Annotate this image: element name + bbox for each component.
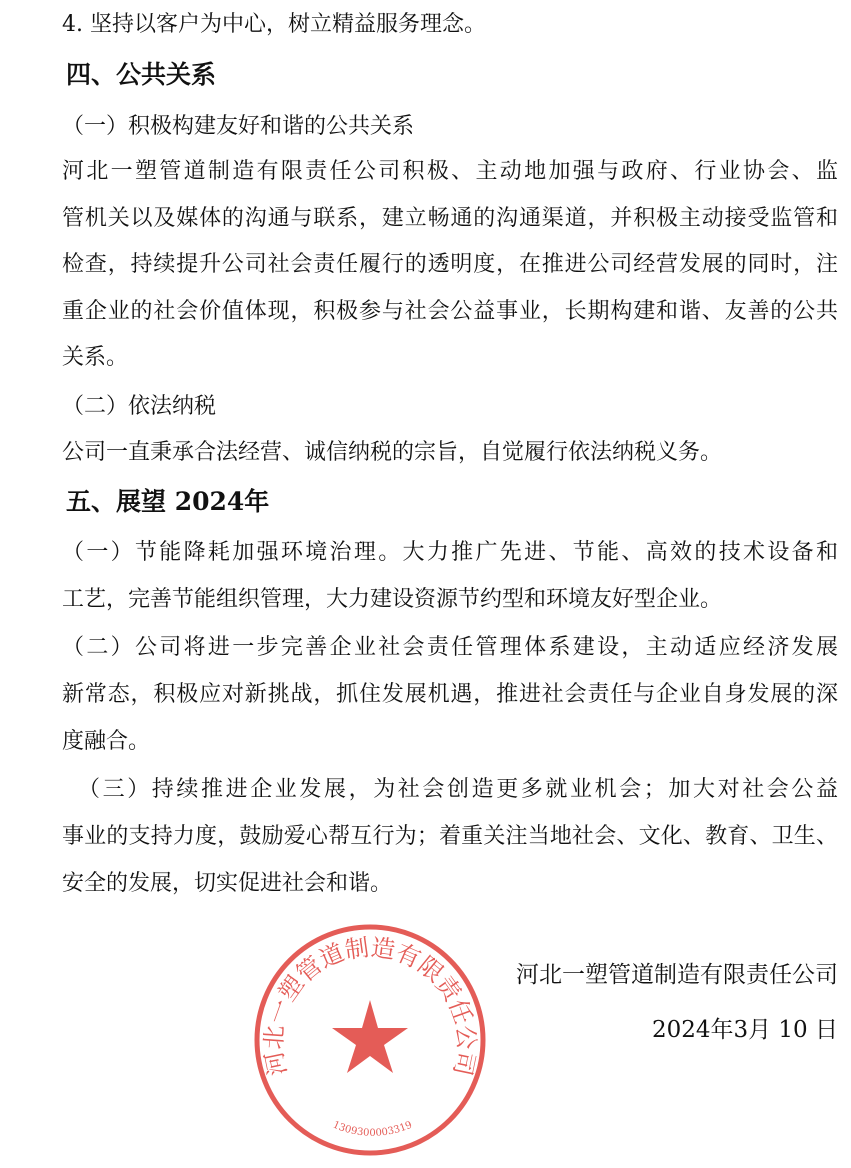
signature-company: 河北一塑管道制造有限责任公司 — [516, 962, 838, 988]
paragraph-line: 重企业的社会价值体现，积极参与社会公益事业，长期构建和谐、友善的公共 — [62, 299, 838, 324]
seal-text: 河北一塑管道制造有限责任公司 — [259, 933, 481, 1079]
paragraph-line: 事业的支持力度，鼓励爱心帮互行为；着重关注当地社会、文化、教育、卫生、 — [62, 824, 838, 849]
paragraph-line: 关系。 — [62, 345, 129, 370]
paragraph-line: 新常态，积极应对新挑战，抓住发展机遇，推进社会责任与企业自身发展的深 — [62, 682, 838, 707]
section-heading-public-relations: 四、公共关系 — [66, 60, 217, 89]
subheading: （一）积极构建友好和谐的公共关系 — [62, 114, 415, 139]
section-heading-outlook: 五、展望 2024年 — [66, 487, 270, 516]
paragraph-line: 工艺，完善节能组织管理，大力建设资源节约型和环境友好型企业。 — [62, 587, 723, 612]
seal-number: 1309300003319 — [331, 1119, 414, 1139]
company-seal-stamp — [250, 920, 490, 1160]
list-item-4: 4. 坚持以客户为中心，树立精益服务理念。 — [62, 12, 486, 37]
subheading: （二）依法纳税 — [62, 394, 217, 419]
paragraph-line: （二）公司将进一步完善企业社会责任管理体系建设，主动适应经济发展 — [62, 635, 838, 660]
paragraph-line: 公司一直秉承合法经营、诚信纳税的宗旨，自觉履行依法纳税义务。 — [62, 440, 723, 465]
paragraph-line: 管机关以及媒体的沟通与联系，建立畅通的沟通渠道，并积极主动接受监管和 — [62, 206, 838, 231]
paragraph-line: （一）节能降耗加强环境治理。大力推广先进、节能、高效的技术设备和 — [62, 540, 838, 565]
signature-date: 2024年3月 10 日 — [651, 1017, 838, 1043]
paragraph-line: 安全的发展，切实促进社会和谐。 — [62, 871, 393, 896]
paragraph-line: 度融合。 — [62, 729, 151, 754]
paragraph-line: （三）持续推进企业发展，为社会创造更多就业机会；加大对社会公益 — [78, 777, 838, 802]
paragraph-line: 检查，持续提升公司社会责任履行的透明度，在推进公司经营发展的同时，注 — [62, 252, 838, 277]
paragraph-line: 河北一塑管道制造有限责任公司积极、主动地加强与政府、行业协会、监 — [62, 159, 838, 184]
star-icon — [332, 1000, 408, 1073]
